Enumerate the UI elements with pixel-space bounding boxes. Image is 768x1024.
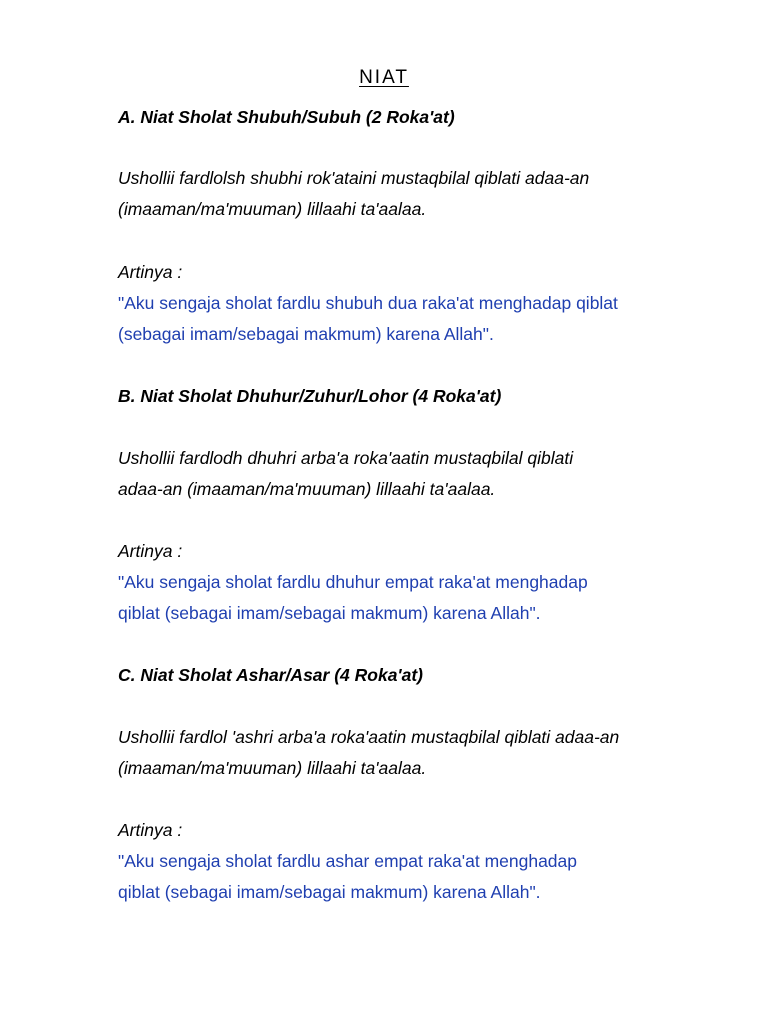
section-b [118, 381, 738, 412]
latin-line: Ushollii fardlolsh shubhi rok'ataini mustaqbilal qiblati adaa-an [118, 168, 590, 188]
section-c-translation [118, 846, 738, 908]
section-c [118, 660, 738, 691]
latin-line: adaa-an (imaaman/ma'muuman) lillaahi ta'aalaa. [118, 479, 496, 499]
section-a [118, 102, 738, 133]
latin-line: (imaaman/ma'muuman) lillaahi ta'aalaa. [118, 199, 427, 219]
section-c-latin [118, 722, 738, 784]
translation-line: "Aku sengaja sholat fardlu shubuh dua raka'at menghadap qiblat [118, 293, 618, 313]
section-heading: B. Niat Sholat Dhuhur/Zuhur/Lohor (4 Roka'at) [118, 386, 502, 406]
section-a-translation [118, 288, 738, 350]
translation-line: "Aku sengaja sholat fardlu ashar empat raka'at menghadap [118, 851, 578, 871]
artinya-label: Artinya : [118, 820, 183, 840]
section-a-artinya-label [118, 257, 738, 288]
artinya-label: Artinya : [118, 262, 183, 282]
latin-line: Ushollii fardlodh dhuhri arba'a roka'aatin mustaqbilal qiblati [118, 448, 574, 468]
page-title-text: NIAT [359, 67, 409, 88]
translation-line: qiblat (sebagai imam/sebagai makmum) karena Allah". [118, 603, 541, 623]
section-b-latin [118, 443, 738, 505]
latin-line: (imaaman/ma'muuman) lillaahi ta'aalaa. [118, 758, 427, 778]
page-title [0, 64, 768, 92]
section-b-artinya-label [118, 536, 738, 567]
section-b-translation [118, 567, 738, 629]
section-c-artinya-label [118, 815, 738, 846]
section-a-latin [118, 163, 738, 225]
section-heading: A. Niat Sholat Shubuh/Subuh (2 Roka'at) [118, 107, 455, 127]
translation-line: qiblat (sebagai imam/sebagai makmum) karena Allah". [118, 882, 541, 902]
artinya-label: Artinya : [118, 541, 183, 561]
translation-line: "Aku sengaja sholat fardlu dhuhur empat raka'at menghadap [118, 572, 588, 592]
section-heading: C. Niat Sholat Ashar/Asar (4 Roka'at) [118, 665, 423, 685]
latin-line: Ushollii fardlol 'ashri arba'a roka'aatin mustaqbilal qiblati adaa-an [118, 727, 620, 747]
translation-line: (sebagai imam/sebagai makmum) karena Allah". [118, 324, 494, 344]
